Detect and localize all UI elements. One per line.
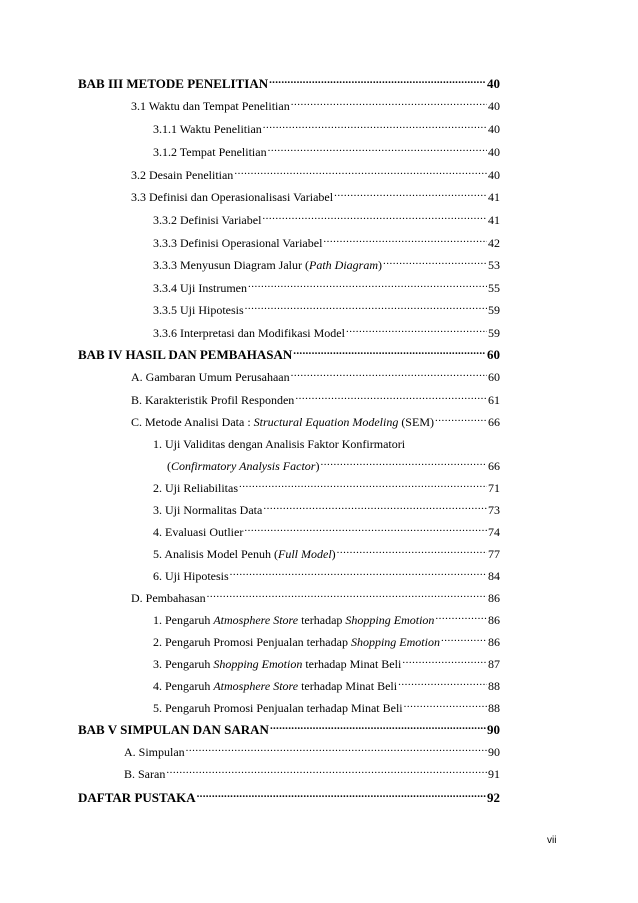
toc-entry-bab-iii	[78, 76, 500, 92]
label-italic: Structural Equation Modeling	[253, 415, 399, 429]
label-italic: Atmosphere Store	[213, 679, 299, 693]
toc-entry-page: 40	[488, 168, 500, 182]
toc-entry-label: BAB IV HASIL DAN PEMBAHASAN	[78, 347, 293, 362]
label-text: terhadap Minat Beli	[302, 657, 402, 671]
toc-leader	[196, 790, 486, 802]
toc-entry-label	[153, 612, 434, 628]
toc-entry-page: 60	[487, 347, 500, 362]
toc-entry	[153, 568, 500, 584]
label-text: 5. Analisis Model Penuh (	[153, 547, 278, 561]
toc-leader	[185, 744, 487, 756]
toc-entry-page: 91	[488, 767, 500, 781]
label-text: 3. Pengaruh	[153, 657, 214, 671]
toc-entry-label: BAB V SIMPULAN DAN SARAN	[78, 722, 269, 737]
toc-entry	[131, 414, 500, 430]
toc-entry-page: 86	[488, 591, 500, 605]
toc-entry-page: 40	[488, 99, 500, 113]
toc-entry-label: 3.2 Desain Penelitian	[131, 168, 234, 182]
toc-entry-page: 77	[488, 547, 500, 561]
toc-leader	[262, 502, 487, 514]
toc-entry	[153, 480, 500, 496]
toc-leader	[268, 76, 486, 88]
toc-entry-label: 3.3.3 Definisi Operasional Variabel	[153, 236, 323, 250]
toc-entry-label	[167, 458, 319, 474]
toc-leader	[267, 144, 487, 156]
toc-leader	[261, 212, 487, 224]
toc-entry-label: 3. Uji Normalitas Data	[153, 503, 263, 517]
toc-entry-page: 90	[488, 745, 500, 759]
toc-entry	[153, 524, 500, 540]
toc-entry-page: 71	[488, 481, 500, 495]
toc-entry-label: 3.1 Waktu dan Tempat Penelitian	[131, 99, 290, 113]
toc-leader	[247, 280, 487, 292]
toc-entry	[153, 144, 500, 160]
toc-entry-page: 73	[488, 503, 500, 517]
toc-entry-label	[153, 656, 401, 672]
toc-entry-label: 6. Uji Hipotesis	[153, 569, 229, 583]
toc-entry-page: 84	[488, 569, 500, 583]
toc-entry	[153, 678, 500, 694]
toc-entry-label: A. Simpulan	[124, 745, 185, 759]
toc-leader	[229, 568, 487, 580]
toc-entry-label: 3.1.1 Waktu Penelitian	[153, 122, 262, 136]
toc-entry	[153, 235, 500, 251]
toc-entry	[153, 302, 500, 318]
toc-entry	[124, 766, 500, 782]
label-text: 3.3.3 Menyusun Diagram Jalur (	[153, 258, 309, 272]
toc-entry-label: B. Karakteristik Profil Responden	[131, 393, 295, 407]
toc-entry-page: 40	[488, 122, 500, 136]
toc-entry-label: 5. Pengaruh Promosi Penjualan terhadap Minat Beli	[153, 701, 403, 715]
toc-entry	[153, 280, 500, 296]
toc-entry	[153, 325, 500, 341]
toc-entry-label	[153, 546, 336, 562]
toc-entry	[153, 700, 500, 716]
toc-entry-page: 41	[488, 190, 500, 204]
label-italic: Shopping Emotion	[213, 657, 303, 671]
label-text: terhadap	[298, 613, 346, 627]
toc-entry-label: 2. Uji Reliabilitas	[153, 481, 238, 495]
toc-entry-label: B. Saran	[124, 767, 166, 781]
toc-entry	[131, 189, 500, 205]
toc-entry-page: 90	[487, 722, 500, 737]
toc-entry-page: 42	[488, 236, 500, 250]
toc-entry-page: 41	[488, 213, 500, 227]
label-text: C. Metode Analisi Data :	[131, 415, 254, 429]
toc-entry-label: D. Pembahasan	[131, 591, 206, 605]
toc-leader	[292, 347, 486, 359]
toc-entry	[153, 502, 500, 518]
toc-entry-label: 3.3 Definisi dan Operasionalisasi Variabel	[131, 190, 334, 204]
page-number: vii	[547, 835, 557, 846]
toc-entry-page: 74	[488, 525, 500, 539]
label-text: (	[167, 459, 171, 473]
toc-entry	[124, 744, 500, 760]
toc-entry-label: 3.3.5 Uji Hipotesis	[153, 303, 244, 317]
label-italic: Full Model	[278, 547, 332, 561]
toc-entry-page: 53	[488, 258, 500, 272]
toc-leader	[336, 546, 487, 558]
label-italic: Path Diagram	[308, 258, 378, 272]
toc-entry-label: 1. Uji Validitas dengan Analisis Faktor Konfirmatori	[153, 437, 406, 451]
toc-entry-daftar-pustaka	[78, 790, 500, 806]
toc-entry-page: 55	[488, 281, 500, 295]
toc-entry-label: A. Gambaran Umum Perusahaan	[131, 370, 290, 384]
toc-entry-label	[153, 678, 397, 694]
toc-entry	[131, 98, 500, 114]
toc-leader	[319, 458, 487, 470]
toc-leader	[322, 235, 487, 247]
label-italic: Shopping Emotion	[350, 635, 440, 649]
toc-leader	[403, 700, 487, 712]
toc-leader	[397, 678, 487, 690]
toc-entry-page: 59	[488, 303, 500, 317]
toc-entry	[153, 634, 500, 650]
toc-entry-page: 59	[488, 326, 500, 340]
toc-entry	[131, 590, 500, 606]
toc-leader	[434, 414, 487, 426]
toc-leader	[165, 766, 487, 778]
toc-leader	[233, 167, 487, 179]
toc-leader	[244, 302, 487, 314]
label-text: terhadap Minat Beli	[298, 679, 398, 693]
label-text: 1. Pengaruh	[153, 613, 214, 627]
toc-leader	[243, 524, 487, 536]
toc-entry	[153, 612, 500, 628]
label-italic: Confirmatory Analysis Factor	[171, 459, 316, 473]
toc-entry-page: 92	[487, 790, 500, 805]
toc-leader	[333, 189, 487, 201]
toc-entry-page: 86	[488, 613, 500, 627]
label-text: (SEM)	[398, 415, 434, 429]
toc-leader	[345, 325, 487, 337]
toc-entry-label: 3.3.6 Interpretasi dan Modifikasi Model	[153, 326, 345, 340]
toc-entry-page: 87	[488, 657, 500, 671]
toc-leader	[290, 369, 487, 381]
toc-entry-label	[131, 414, 434, 430]
toc-entry-page: 40	[487, 76, 500, 91]
toc-entry	[153, 436, 500, 452]
label-italic: Shopping Emotion	[345, 613, 435, 627]
toc-entry-page: 66	[488, 459, 500, 473]
toc-leader	[294, 392, 487, 404]
toc-entry-page: 66	[488, 415, 500, 429]
toc-leader	[434, 612, 487, 624]
toc-entry	[153, 121, 500, 137]
toc-entry-label: 3.3.2 Definisi Variabel	[153, 213, 262, 227]
label-text: )	[377, 258, 382, 272]
toc-entry-label: 4. Evaluasi Outlier	[153, 525, 244, 539]
toc-entry-bab-v	[78, 722, 500, 738]
toc-leader	[238, 480, 487, 492]
toc-entry-page: 61	[488, 393, 500, 407]
label-text: 2. Pengaruh Promosi Penjualan terhadap	[153, 635, 351, 649]
toc-entry	[153, 546, 500, 562]
toc-entry-page: 86	[488, 635, 500, 649]
label-text: )	[331, 547, 336, 561]
toc-entry-label: 3.3.4 Uji Instrumen	[153, 281, 247, 295]
toc-entry-page: 40	[488, 145, 500, 159]
toc-leader	[262, 121, 487, 133]
label-text: 4. Pengaruh	[153, 679, 214, 693]
toc-leader	[382, 257, 487, 269]
toc-leader	[269, 722, 486, 734]
toc-leader	[401, 656, 487, 668]
toc-entry-label: 3.1.2 Tempat Penelitian	[153, 145, 267, 159]
toc-entry	[153, 212, 500, 228]
toc-entry	[153, 257, 500, 273]
toc-leader	[206, 590, 487, 602]
toc-entry-page: 88	[488, 679, 500, 693]
toc-entry	[153, 656, 500, 672]
toc-entry-label	[153, 257, 382, 273]
toc-entry	[131, 167, 500, 183]
toc-entry-label: BAB III METODE PENELITIAN	[78, 76, 269, 91]
toc-leader	[440, 634, 487, 646]
toc-entry-page: 60	[488, 370, 500, 384]
label-italic: Atmosphere Store	[213, 613, 299, 627]
toc-entry-label	[153, 634, 440, 650]
label-text: )	[315, 459, 320, 473]
toc-entry-page: 88	[488, 701, 500, 715]
toc-entry	[131, 392, 500, 408]
toc-entry-label: DAFTAR PUSTAKA	[78, 790, 196, 805]
toc-entry-bab-iv	[78, 347, 500, 363]
toc-entry	[167, 458, 500, 474]
toc-entry	[131, 369, 500, 385]
toc-leader	[290, 98, 487, 110]
